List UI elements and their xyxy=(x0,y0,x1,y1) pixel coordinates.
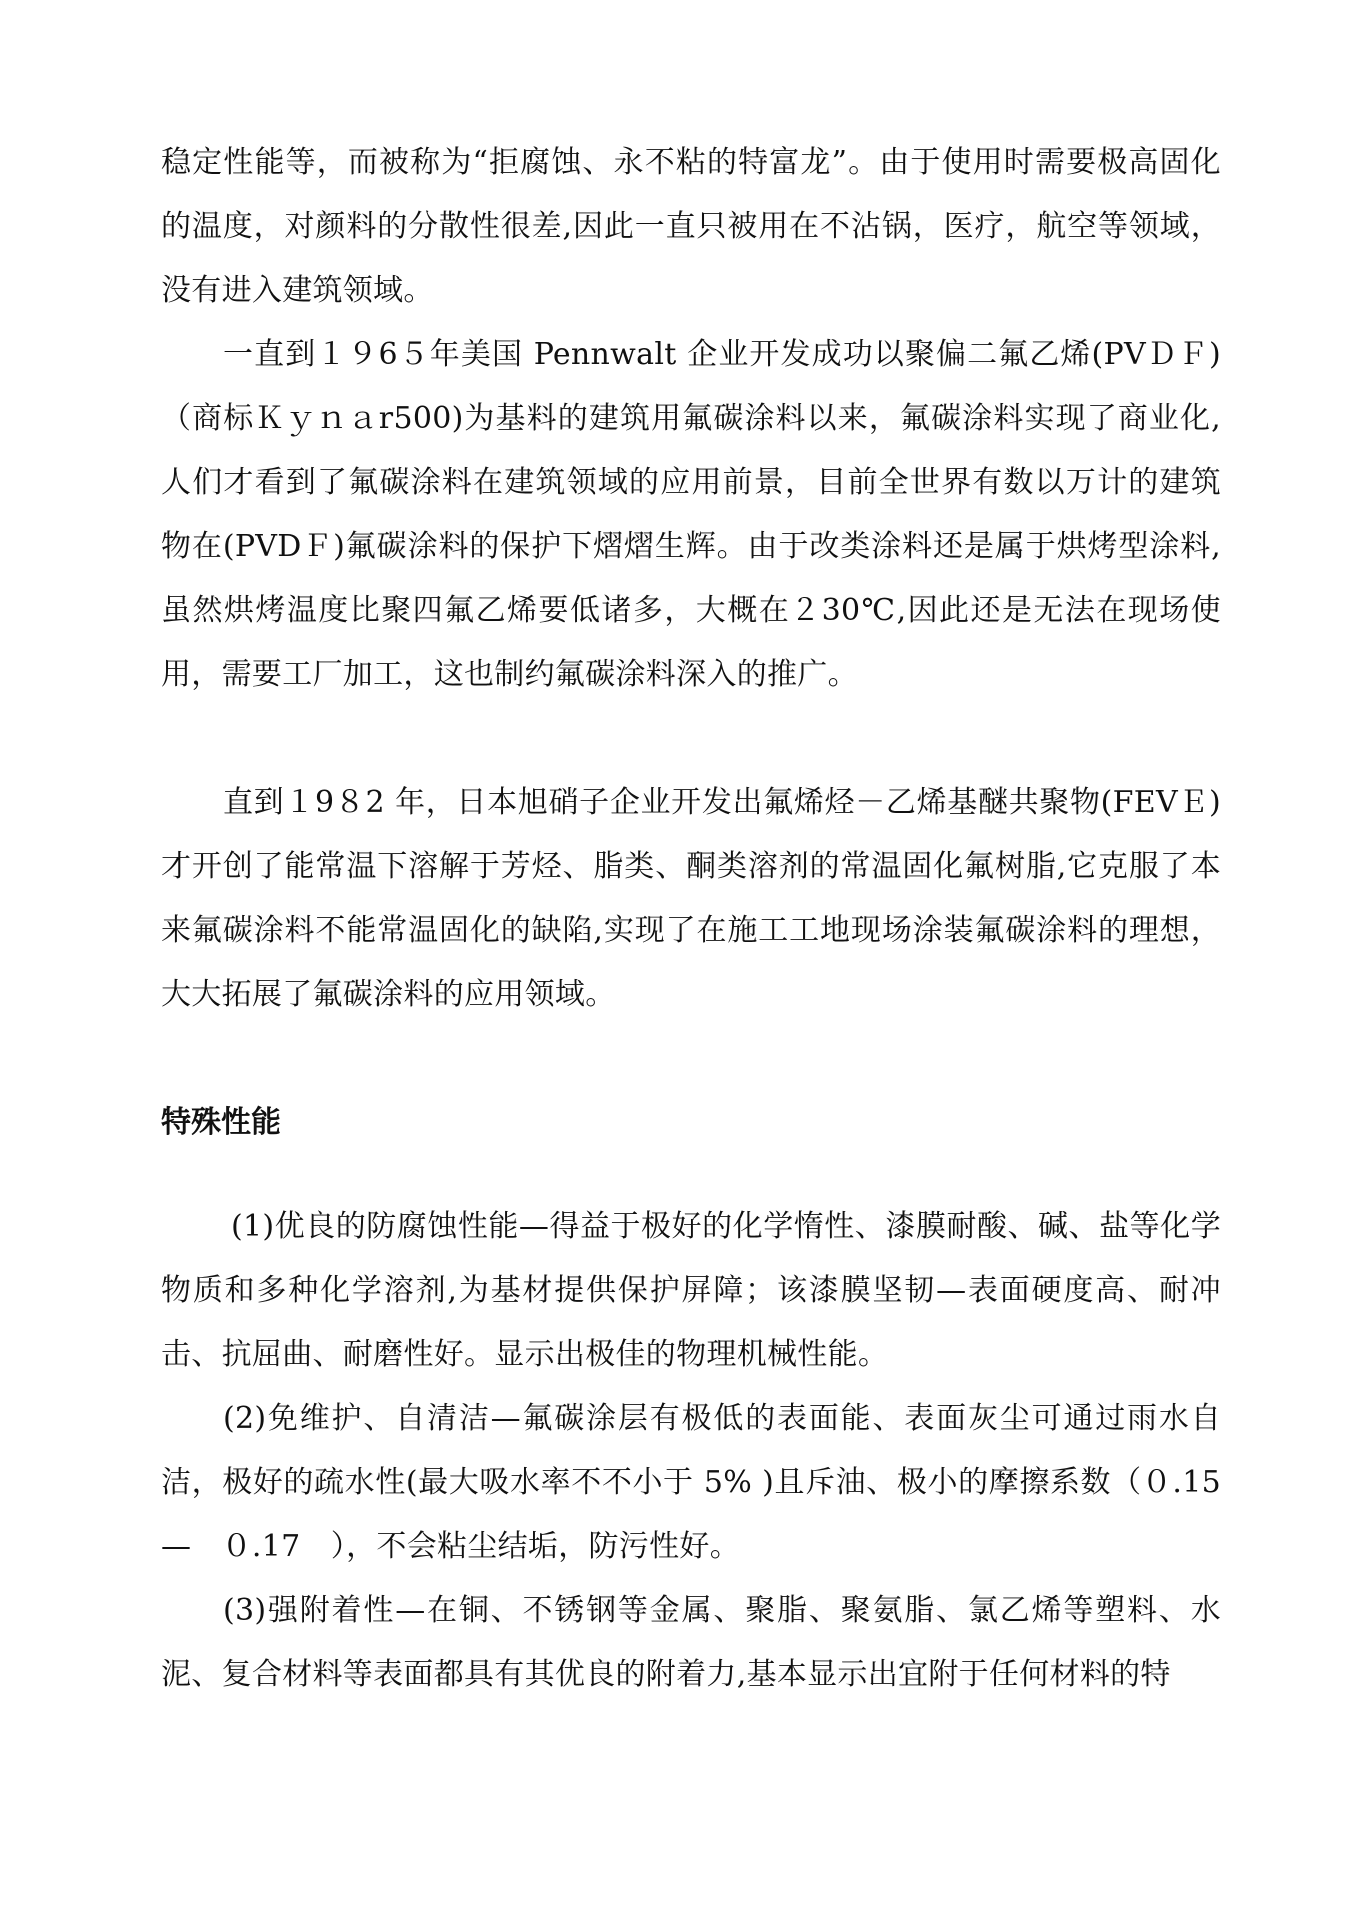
list-item-1: (1)优良的防腐蚀性能—得益于极好的化学惰性、漆膜耐酸、碱、盐等化学物质和多种化学溶剂,为基材提供保护屏障；该漆膜坚韧—表面硬度高、耐冲击、抗屈曲、耐磨性好。显示出极佳的物理机械性能。 xyxy=(161,1209,1221,1372)
list-item-3: (3)强附着性—在铜、不锈钢等金属、聚脂、聚氨脂、氯乙烯等塑料、水泥、复合材料等表面都具有其优良的附着力,基本显示出宜附于任何材料的特 xyxy=(161,1593,1221,1692)
paragraph-feve-history: 直到１9８2 年，日本旭硝子企业开发出氟烯烃－乙烯基醚共聚物(FEVＥ)才开创了能常温下溶解于芳烃、脂类、酮类溶剂的常温固化氟树脂,它克服了本来氟碳涂料不能常温固化的缺陷,实现了在施工工地现场涂装氟碳涂料的理想，大大拓展了氟碳涂料的应用领域。 xyxy=(161,785,1221,1012)
list-item-2: (2)免维护、自清洁—氟碳涂层有极低的表面能、表面灰尘可通过雨水自洁，极好的疏水性(最大吸水率不不小于 5% )且斥油、极小的摩擦系数（０.15 — ０.17 ），不会粘尘结垢，防污性好。 xyxy=(161,1401,1221,1564)
section-heading: 特殊性能 xyxy=(161,1105,281,1140)
paragraph-continued: 稳定性能等，而被称为“拒腐蚀、永不粘的特富龙”。由于使用时需要极高固化的温度，对颜料的分散性很差,因此一直只被用在不沾锅，医疗，航空等领域，没有进入建筑领域。 xyxy=(161,145,1221,308)
paragraph-pvdf-history: 一直到１９6５年美国 Pennwalt 企业开发成功以聚偏二氟乙烯(PVＤＦ)（商标Ｋｙｎａr500)为基料的建筑用氟碳涂料以来，氟碳涂料实现了商业化,人们才看到了氟碳涂料在建筑领域的应用前景，目前全世界有数以万计的建筑物在(PVDＦ)氟碳涂料的保护下熠熠生辉。由于改类涂料还是属于烘烤型涂料,虽然烘烤温度比聚四氟乙烯要低诸多，大概在２30℃,因此还是无法在现场使用，需要工厂加工，这也制约氟碳涂料深入的推广。 xyxy=(161,337,1221,692)
